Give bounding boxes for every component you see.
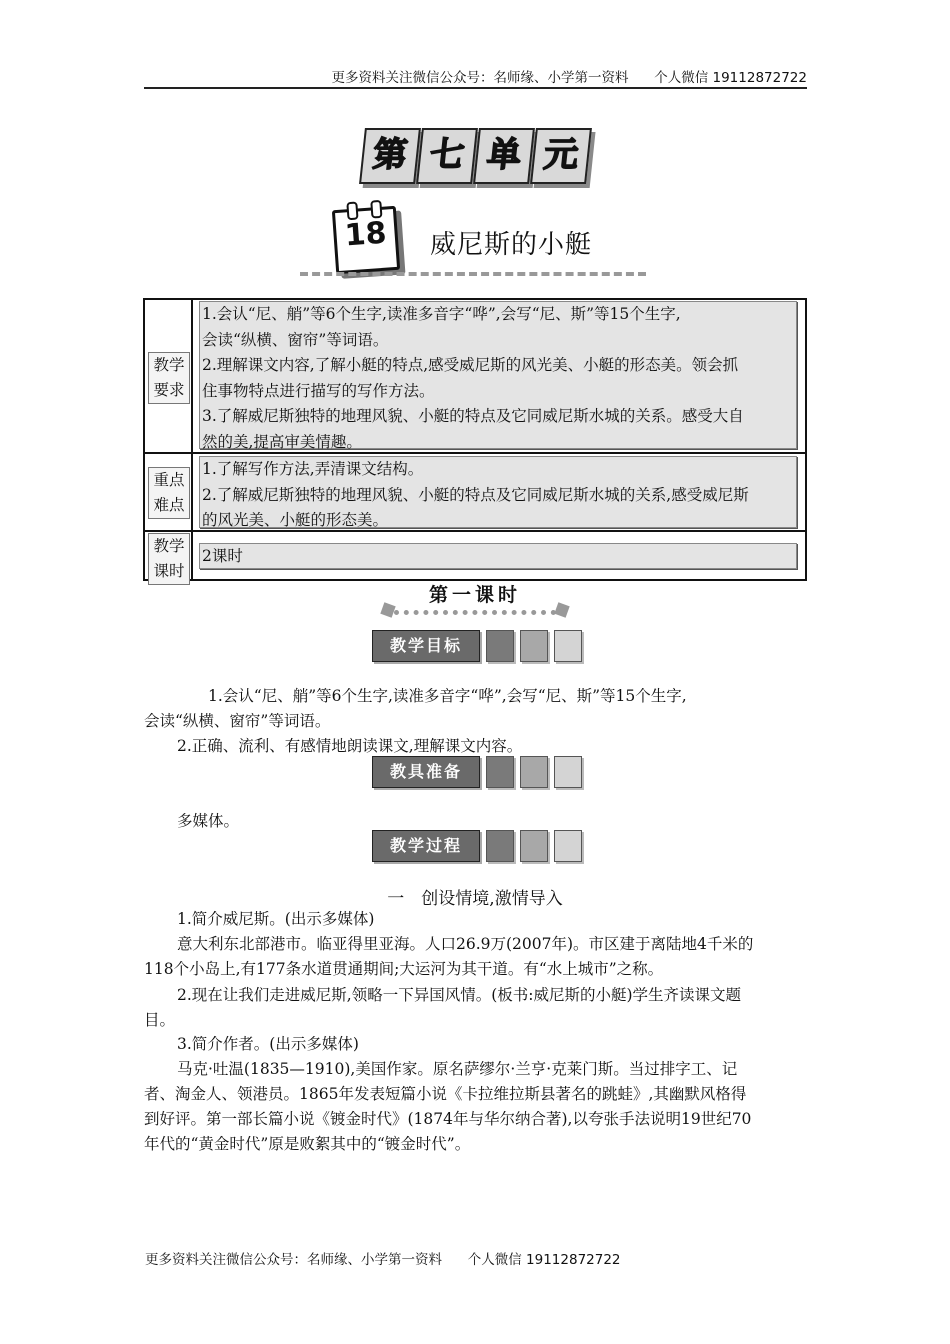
goal-line: 2.正确、流利、有感情地朗读课文,理解课文内容。: [177, 737, 523, 755]
body-line: 1.简介威尼斯。(出示多媒体): [177, 910, 375, 928]
body-line: 118个小岛上,有177条水道贯通期间;大运河为其干道。有“水上城市”之称。: [144, 960, 664, 978]
row-label-requirements: 教学 要求: [148, 352, 190, 404]
requirements-cell: 1.会认“尼、艄”等6个生字,读准多音字“哗”,会写“尼、斯”等15个生字, 会读“纵横、窗帘”等词语。 2.理解课文内容,了解小艇的特点,感受威尼斯的风光美、小艇的形态美。领会抓 住事物特点进行描写的写作方法。 3.了解威尼斯独特的地理风貌、小艇的特点及它同威尼斯水城的关系。感受大自 然的美,提高审美情趣。: [199, 301, 797, 449]
decor-square: [554, 602, 569, 617]
decor-square: [554, 630, 582, 662]
calendar-rings: [342, 200, 385, 217]
decor-square: [554, 830, 582, 862]
session-title: 第一课时: [380, 576, 570, 624]
unit-char: 元: [530, 128, 592, 184]
key-points-cell: 1.了解写作方法,弄清课文结构。 2.了解威尼斯独特的地理风貌、小艇的特点及它同威尼斯水城的关系,感受威尼斯 的风光美、小艇的形态美。: [199, 456, 797, 528]
goal-line: 1.会认“尼、艄”等6个生字,读准多音字“哗”,会写“尼、斯”等15个生字,: [208, 687, 687, 705]
lesson-banner: [296, 196, 646, 280]
tools-text: 多媒体。: [177, 812, 240, 830]
body-line: 意大利东北部港市。临亚得里亚海。人口26.9万(2007年)。市区建于离陆地4千米的: [177, 935, 754, 953]
lesson-title: 威尼斯的小艇: [430, 230, 593, 260]
calendar-icon: [332, 206, 400, 274]
unit-char: 单: [473, 128, 535, 184]
body-line: 年代的“黄金时代”原是败絮其中的“镀金时代”。: [144, 1135, 471, 1153]
lesson-info-table: [143, 298, 807, 581]
goal-line: 会读“纵横、窗帘”等词语。: [144, 712, 331, 730]
decor-square: [486, 756, 514, 788]
hours-cell: 2课时: [199, 543, 797, 569]
body-line: 3.简介作者。(出示多媒体): [177, 1035, 359, 1053]
row-label-hours: 教学 课时: [148, 533, 190, 585]
section-process: 教学过程: [372, 830, 582, 862]
unit-title: [362, 128, 586, 180]
body-line: 目。: [144, 1011, 176, 1029]
body-line: 到好评。第一部长篇小说《镀金时代》(1874年与华尔纳合著),以夸张手法说明19世纪70: [144, 1110, 752, 1128]
header-rule: [144, 87, 807, 89]
section-goals: 教学目标: [372, 630, 582, 662]
page-footer: 更多资料关注微信公众号：名师缘、小学第一资料 个人微信 19112872722: [145, 1252, 621, 1268]
row-label-key-points: 重点 难点: [148, 467, 190, 519]
decor-square: [486, 830, 514, 862]
decor-square: [554, 756, 582, 788]
page-header: 更多资料关注微信公众号：名师缘、小学第一资料 个人微信 19112872722: [331, 70, 807, 86]
decor-square: [520, 630, 548, 662]
decor-square: [520, 830, 548, 862]
step-title: 一 创设情境,激情导入: [387, 889, 563, 909]
lesson-divider: [300, 272, 646, 276]
decor-square: [520, 756, 548, 788]
decor-square: [380, 602, 395, 617]
body-line: 2.现在让我们走进威尼斯,领略一下异国风情。(板书:威尼斯的小艇)学生齐读课文题: [177, 986, 742, 1004]
decor-square: [486, 630, 514, 662]
section-tools: 教具准备: [372, 756, 582, 788]
unit-char: 第: [359, 128, 421, 184]
lesson-number: 18: [343, 215, 388, 254]
session-divider: [394, 610, 556, 615]
body-line: 马克·吐温(1835—1910),美国作家。原名萨缪尔·兰亨·克莱门斯。当过排字工、记: [177, 1060, 738, 1078]
body-line: 者、淘金人、领港员。1865年发表短篇小说《卡拉维拉斯县著名的跳蛙》,其幽默风格得: [144, 1085, 747, 1103]
unit-char: 七: [416, 128, 478, 184]
